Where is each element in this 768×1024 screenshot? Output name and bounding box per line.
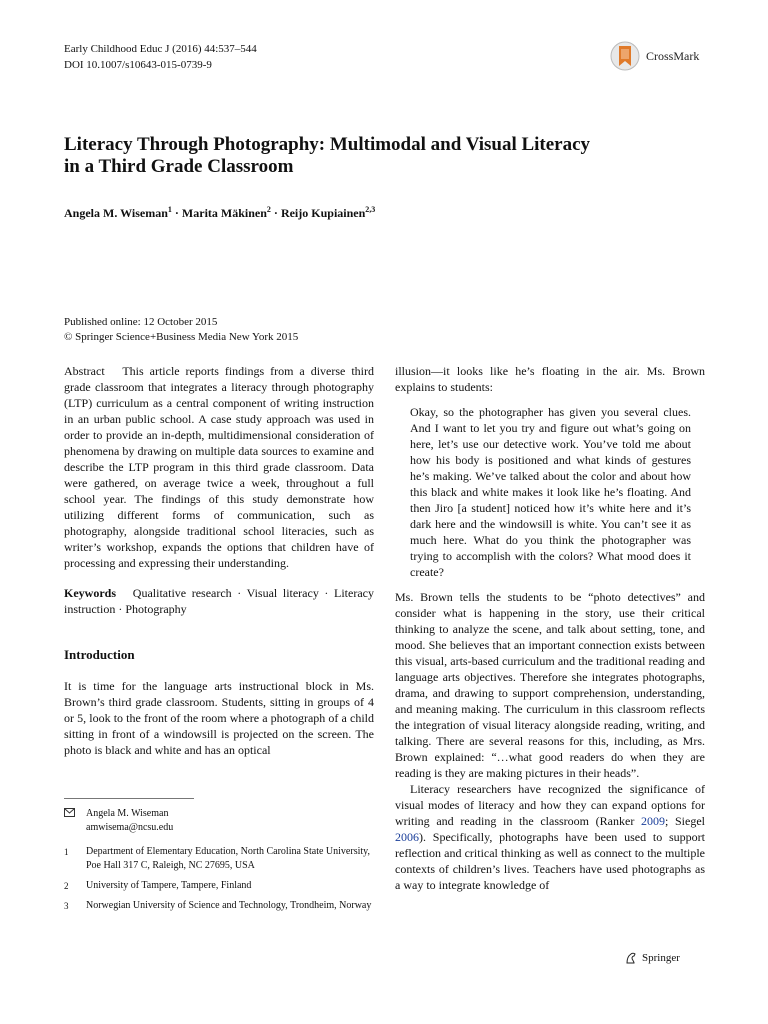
keywords-label: Keywords [64,586,116,600]
affiliation-marker: 2 [266,205,271,214]
footnote-divider [64,798,194,799]
introduction-paragraph: It is time for the language arts instructional block in Ms. Brown’s third grade classroom. Students, sitting in groups of 4 or 5, look to the front of the room where a photograph of a child sitting in front of a windowsill is projected on the screen. The photo is black and white and has an optical [64,679,374,757]
publisher-footer [624,951,680,965]
published-date: Published online: 12 October 2015 [64,316,218,328]
contact-name: Angela M. Wiseman [86,808,169,819]
right-column [395,363,705,893]
paragraph-text: Literacy researchers have recognized the significance of visual modes of literacy and how they can expand options for writing and reading in the classroom (Ranker [395,782,705,828]
author-name[interactable]: Marita Mäkinen [181,206,267,220]
left-column [64,363,374,758]
corresponding-author [64,807,374,835]
footnote-marker: 3 [64,901,69,911]
title-line-2: in a Third Grade Classroom [64,156,294,177]
block-quote: Okay, so the photographer has given you several clues. And I want to let you try and figure out what’s going on here, let’s use our detective work. You’ve told me about how his body is positioned and what kinds of gestures he’s making. We’ve talked about the color and about how this black and white makes it look like he’s floating. And then Jiro [a student] noticed how it’s white here and it’s dark here and the windowsill is white. You can’t see it as much here. What do you think the photographer was trying to accomplish with the colors? What mood does it create? [410,405,691,579]
keywords-text: Qualitative research · Visual literacy · Literacy instruction · Photography [64,586,374,616]
author-name[interactable]: Angela M. Wiseman [64,206,168,220]
doi[interactable]: DOI 10.1007/s10643-015-0739-9 [64,59,212,71]
affiliation-text: Norwegian University of Science and Technology, Trondheim, Norway [86,900,372,911]
crossmark-label: CrossMark [646,48,700,63]
affiliation-text: University of Tampere, Tampere, Finland [86,880,252,891]
paragraph-text: ). Specifically, photographs have been used to support reflection and critical thinking as well as connect to the multiple contexts of children’s lives. Teachers have used photographs as a way to integrate knowledge of [395,830,705,892]
affiliation-3 [64,899,374,913]
affiliation-text: Department of Elementary Education, North Carolina State University, Poe Hall 317 C, Raleigh, NC 27695, USA [86,846,370,871]
author-list [64,205,375,221]
affiliation-marker: 1 [167,205,172,214]
affiliation-marker: 2,3 [365,205,376,214]
journal-citation: Early Childhood Educ J (2016) 44:537–544 [64,43,257,55]
abstract-text: This article reports findings from a diverse third grade classroom that integrates a literacy through photography (LTP) curriculum as a central component of writing instruction in an urban public school. A case study approach was used in order to provide an in-depth, multidimensional consideration of phenomena by drawing on multiple data sources to examine and describe the LTP program in this third grade classroom. Data were gathered, on average twice a week, throughout a full school year. The findings of this study demonstrate how utilizing different forms of communication, such as photography, alongside traditional school literacies, such as writer’s workshop, expands the options that children have of processing and expressing their understanding. [64,364,374,570]
copyright-notice: © Springer Science+Business Media New York 2015 [64,331,299,343]
publication-info [64,315,298,345]
footnote-marker: 2 [64,881,69,891]
title-line-1: Literacy Through Photography: Multimodal and Visual Literacy [64,134,591,155]
abstract [64,363,374,571]
contact-email[interactable]: amwisema@ncsu.edu [86,822,174,833]
citation-link[interactable]: 2006 [395,830,419,844]
author-separator: · [270,206,281,220]
journal-header [64,41,257,73]
body-paragraph: illusion—it looks like he’s floating in the air. Ms. Brown explains to students: [395,364,705,394]
body-paragraph [395,781,705,893]
crossmark-icon [610,40,640,72]
affiliation-2 [64,879,374,893]
footnotes [64,807,374,919]
keywords [64,585,374,617]
springer-horse-icon [624,951,638,965]
affiliation-1 [64,845,374,873]
paper-title [64,134,704,178]
author-separator: · [171,206,182,220]
body-paragraph: Ms. Brown tells the students to be “photo detectives” and consider what is happening in the story, use their critical thinking to analyze the scene, and talk about setting, tone, and mood. She believes that an important connection exists between this visual, arts-based curriculum and the traditional reading and language arts objectives. Therefore she integrates photographs, drama, and drawing to support comprehension, understanding, and meaning making. The curriculum in this classroom reflects the integration of visual literacy alongside reading, writing, and talking. There are several reasons for this, including, as Mrs. Brown explained: “…what good readers do when they are reading is they are making pictures in their heads”. [395,590,705,780]
paragraph-text: ; Siegel [665,814,706,828]
footnote-marker: 1 [64,847,69,857]
citation-link[interactable]: 2009 [641,814,665,828]
author-name[interactable]: Reijo Kupiainen [280,206,366,220]
envelope-icon [64,807,86,835]
publisher-name: Springer [642,952,680,964]
section-heading-introduction: Introduction [64,647,135,662]
abstract-label: Abstract [64,364,105,378]
crossmark-badge[interactable] [610,40,699,72]
